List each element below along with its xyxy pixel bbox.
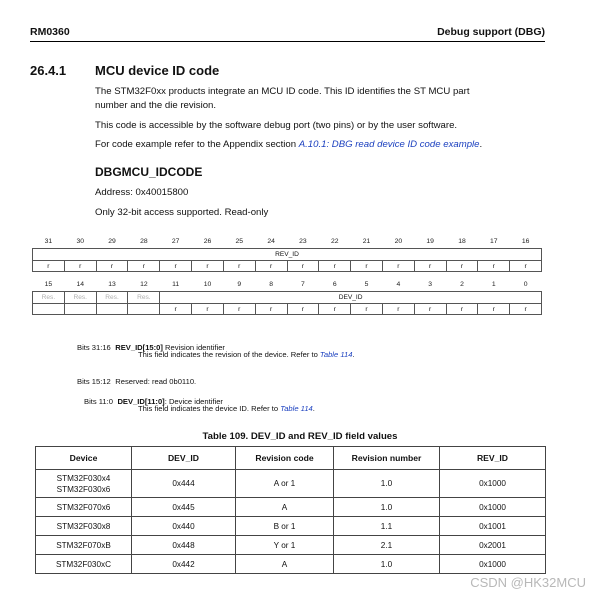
access-cell: r	[287, 304, 319, 315]
bit-desc-suffix: .	[312, 404, 315, 413]
register-name: DBGMCU_IDCODE	[95, 165, 203, 179]
bit-number: 23	[299, 238, 307, 245]
paragraph-intro-line2: number and the die revision.	[95, 100, 217, 111]
upper-field-row	[33, 249, 542, 261]
device-cell	[36, 470, 132, 498]
bit-number: 7	[301, 281, 305, 288]
device-name: STM32F030x4	[56, 473, 111, 483]
code-example-suffix: .	[479, 139, 483, 150]
bit-number: 14	[76, 281, 84, 288]
access-cell: r	[223, 261, 255, 272]
access-cell: r	[351, 261, 383, 272]
register-lower-table	[32, 278, 542, 315]
bit-reserved-text: Reserved: read 0b0110.	[115, 377, 197, 386]
bit-range: Bits 15:12	[77, 377, 111, 386]
header-doc-id: RM0360	[30, 26, 70, 38]
access-cell: r	[192, 261, 224, 272]
device-cell: STM32F030xC	[36, 555, 132, 574]
device-cell: STM32F070xB	[36, 536, 132, 555]
bit-number: 22	[330, 238, 339, 245]
access-cell: r	[319, 304, 351, 315]
access-cell: r	[287, 261, 319, 272]
device-cell: STM32F030x8	[36, 517, 132, 536]
access-cell: r	[382, 304, 414, 315]
col-header-revision-number: Revision number	[334, 447, 440, 470]
access-cell: r	[96, 261, 128, 272]
bit-number: 30	[76, 238, 84, 245]
bit-number: 5	[364, 281, 369, 288]
bit-desc-reserved	[77, 371, 196, 389]
table-ref-link[interactable]: Table 114	[319, 350, 353, 359]
section-title: MCU device ID code	[95, 63, 220, 78]
access-cell: r	[446, 304, 478, 315]
access-cell	[96, 304, 128, 315]
bit-number: 18	[458, 238, 466, 245]
access-cell	[33, 304, 65, 315]
revision-code-cell: A	[236, 498, 334, 517]
access-cell: r	[192, 304, 224, 315]
bit-number: 26	[203, 238, 212, 245]
bit-number: 0	[523, 281, 528, 288]
rev-id-cell: 0x2001	[440, 536, 546, 555]
register-access-note: Only 32-bit access supported. Read-only	[95, 207, 269, 218]
bit-desc-dev-id-text	[138, 404, 315, 413]
revision-number-cell: 2.1	[334, 536, 440, 555]
bit-number: 17	[490, 238, 498, 245]
bit-number: 29	[108, 238, 116, 245]
revision-code-cell: A	[236, 555, 334, 574]
paragraph-intro	[95, 85, 550, 113]
access-cell	[128, 304, 160, 315]
access-cell: r	[128, 261, 160, 272]
dev-id-cell: 0x444	[132, 470, 236, 498]
access-cell: r	[160, 304, 192, 315]
rev-id-cell: 0x1000	[440, 470, 546, 498]
table-row	[36, 536, 546, 555]
bit-number: 31	[44, 238, 53, 245]
table-row	[36, 555, 546, 574]
header-chapter: Debug support (DBG)	[437, 26, 545, 38]
bit-number: 28	[140, 238, 148, 245]
table-ref-link[interactable]: Table 114	[280, 404, 313, 413]
access-cell: r	[446, 261, 478, 272]
table-header-row	[36, 447, 546, 470]
section-number: 26.4.1	[30, 63, 67, 78]
rev-id-field: REV_ID	[33, 249, 542, 261]
col-header-revision-code: Revision code	[236, 447, 334, 470]
reserved-field: Res.	[33, 292, 65, 304]
table-row	[36, 517, 546, 536]
access-cell: r	[64, 261, 96, 272]
bit-number: 3	[428, 281, 433, 288]
bit-number: 10	[203, 281, 212, 288]
dev-id-cell: 0x445	[132, 498, 236, 517]
access-cell	[64, 304, 96, 315]
revision-code-cell: Y or 1	[236, 536, 334, 555]
bit-number: 25	[235, 238, 244, 245]
register-upper-table	[32, 235, 542, 272]
access-cell: r	[223, 304, 255, 315]
access-cell: r	[351, 304, 383, 315]
bit-number: 24	[267, 238, 275, 245]
revision-code-cell: B or 1	[236, 517, 334, 536]
access-cell: r	[319, 261, 351, 272]
upper-access-row	[33, 261, 542, 272]
bit-number: 13	[108, 281, 116, 288]
access-cell: r	[255, 261, 287, 272]
col-header-rev-id: REV_ID	[440, 447, 546, 470]
access-cell: r	[414, 261, 446, 272]
paragraph-code-example	[95, 138, 550, 152]
access-cell: r	[255, 304, 287, 315]
lower-bit-numbers	[33, 278, 542, 292]
access-cell: r	[510, 261, 542, 272]
rev-id-cell: 0x1001	[440, 517, 546, 536]
revision-number-cell: 1.1	[334, 517, 440, 536]
access-cell: r	[160, 261, 192, 272]
access-cell: r	[33, 261, 65, 272]
table-caption: Table 109. DEV_ID and REV_ID field values	[202, 431, 398, 442]
bit-number: 20	[394, 238, 403, 245]
lower-access-row	[33, 304, 542, 315]
paragraph-access: This code is accessible by the software debug port (two pins) or by the user software.	[95, 120, 458, 131]
device-cell: STM32F070x6	[36, 498, 132, 517]
dev-id-cell: 0x442	[132, 555, 236, 574]
upper-bit-numbers	[33, 235, 542, 249]
access-cell: r	[510, 304, 542, 315]
bit-number: 2	[460, 281, 464, 288]
access-cell: r	[478, 304, 510, 315]
access-cell: r	[414, 304, 446, 315]
bit-number: 15	[44, 281, 53, 288]
bit-desc-prefix: This field indicates the device ID. Refer to	[138, 404, 281, 413]
bit-number: 6	[332, 281, 337, 288]
revision-number-cell: 1.0	[334, 555, 440, 574]
bit-field-title: Revision identifier	[162, 343, 225, 352]
code-example-prefix: For code example refer to the Appendix section	[95, 139, 299, 150]
access-cell: r	[478, 261, 510, 272]
revision-number-cell: 1.0	[334, 470, 440, 498]
paragraph-intro-line1: The STM32F0xx products integrate an MCU ID code. This ID identifies the ST MCU part	[95, 86, 470, 97]
revision-number-cell: 1.0	[334, 498, 440, 517]
bit-number: 19	[426, 238, 434, 245]
appendix-link[interactable]: A.10.1: DBG read device ID code example	[298, 139, 480, 150]
bit-desc-suffix: .	[352, 350, 355, 359]
dev-id-field: DEV_ID	[160, 292, 542, 304]
rev-id-cell: 0x1000	[440, 498, 546, 517]
reserved-field: Res.	[96, 292, 128, 304]
watermark: CSDN @HK32MCU	[470, 575, 586, 590]
bit-number: 8	[269, 281, 273, 288]
bit-number: 1	[491, 281, 496, 288]
bit-field-name: REV_ID[15:0]	[115, 343, 163, 352]
bit-range: Bits 11:0	[84, 397, 113, 406]
bit-number: 21	[362, 238, 371, 245]
bit-number: 9	[237, 281, 242, 288]
table-row	[36, 470, 546, 498]
revision-code-cell: A or 1	[236, 470, 334, 498]
register-address: Address: 0x40015800	[95, 187, 189, 198]
bit-field-title: : Device identifier	[164, 397, 223, 406]
col-header-device: Device	[36, 447, 132, 470]
bit-number: 12	[140, 281, 148, 288]
bit-field-name: DEV_ID[11:0]	[117, 397, 165, 406]
table-row	[36, 498, 546, 517]
reserved-field: Res.	[64, 292, 96, 304]
bit-range: Bits 31:16	[77, 343, 111, 352]
bit-number: 16	[521, 238, 530, 245]
header-divider	[30, 41, 545, 42]
col-header-dev-id: DEV_ID	[132, 447, 236, 470]
bit-desc-prefix: This field indicates the revision of the device. Refer to	[138, 350, 320, 359]
lower-field-row	[33, 292, 542, 304]
bit-number: 11	[172, 281, 180, 288]
bit-desc-rev-id-text	[138, 350, 355, 359]
device-name-alt: STM32F030x6	[56, 484, 111, 494]
bit-number: 27	[171, 238, 180, 245]
dev-id-cell: 0x440	[132, 517, 236, 536]
reserved-field: Res.	[128, 292, 160, 304]
rev-id-cell: 0x1000	[440, 555, 546, 574]
bit-number: 4	[396, 281, 401, 288]
dev-id-cell: 0x448	[132, 536, 236, 555]
device-id-table	[35, 446, 546, 574]
access-cell: r	[382, 261, 414, 272]
